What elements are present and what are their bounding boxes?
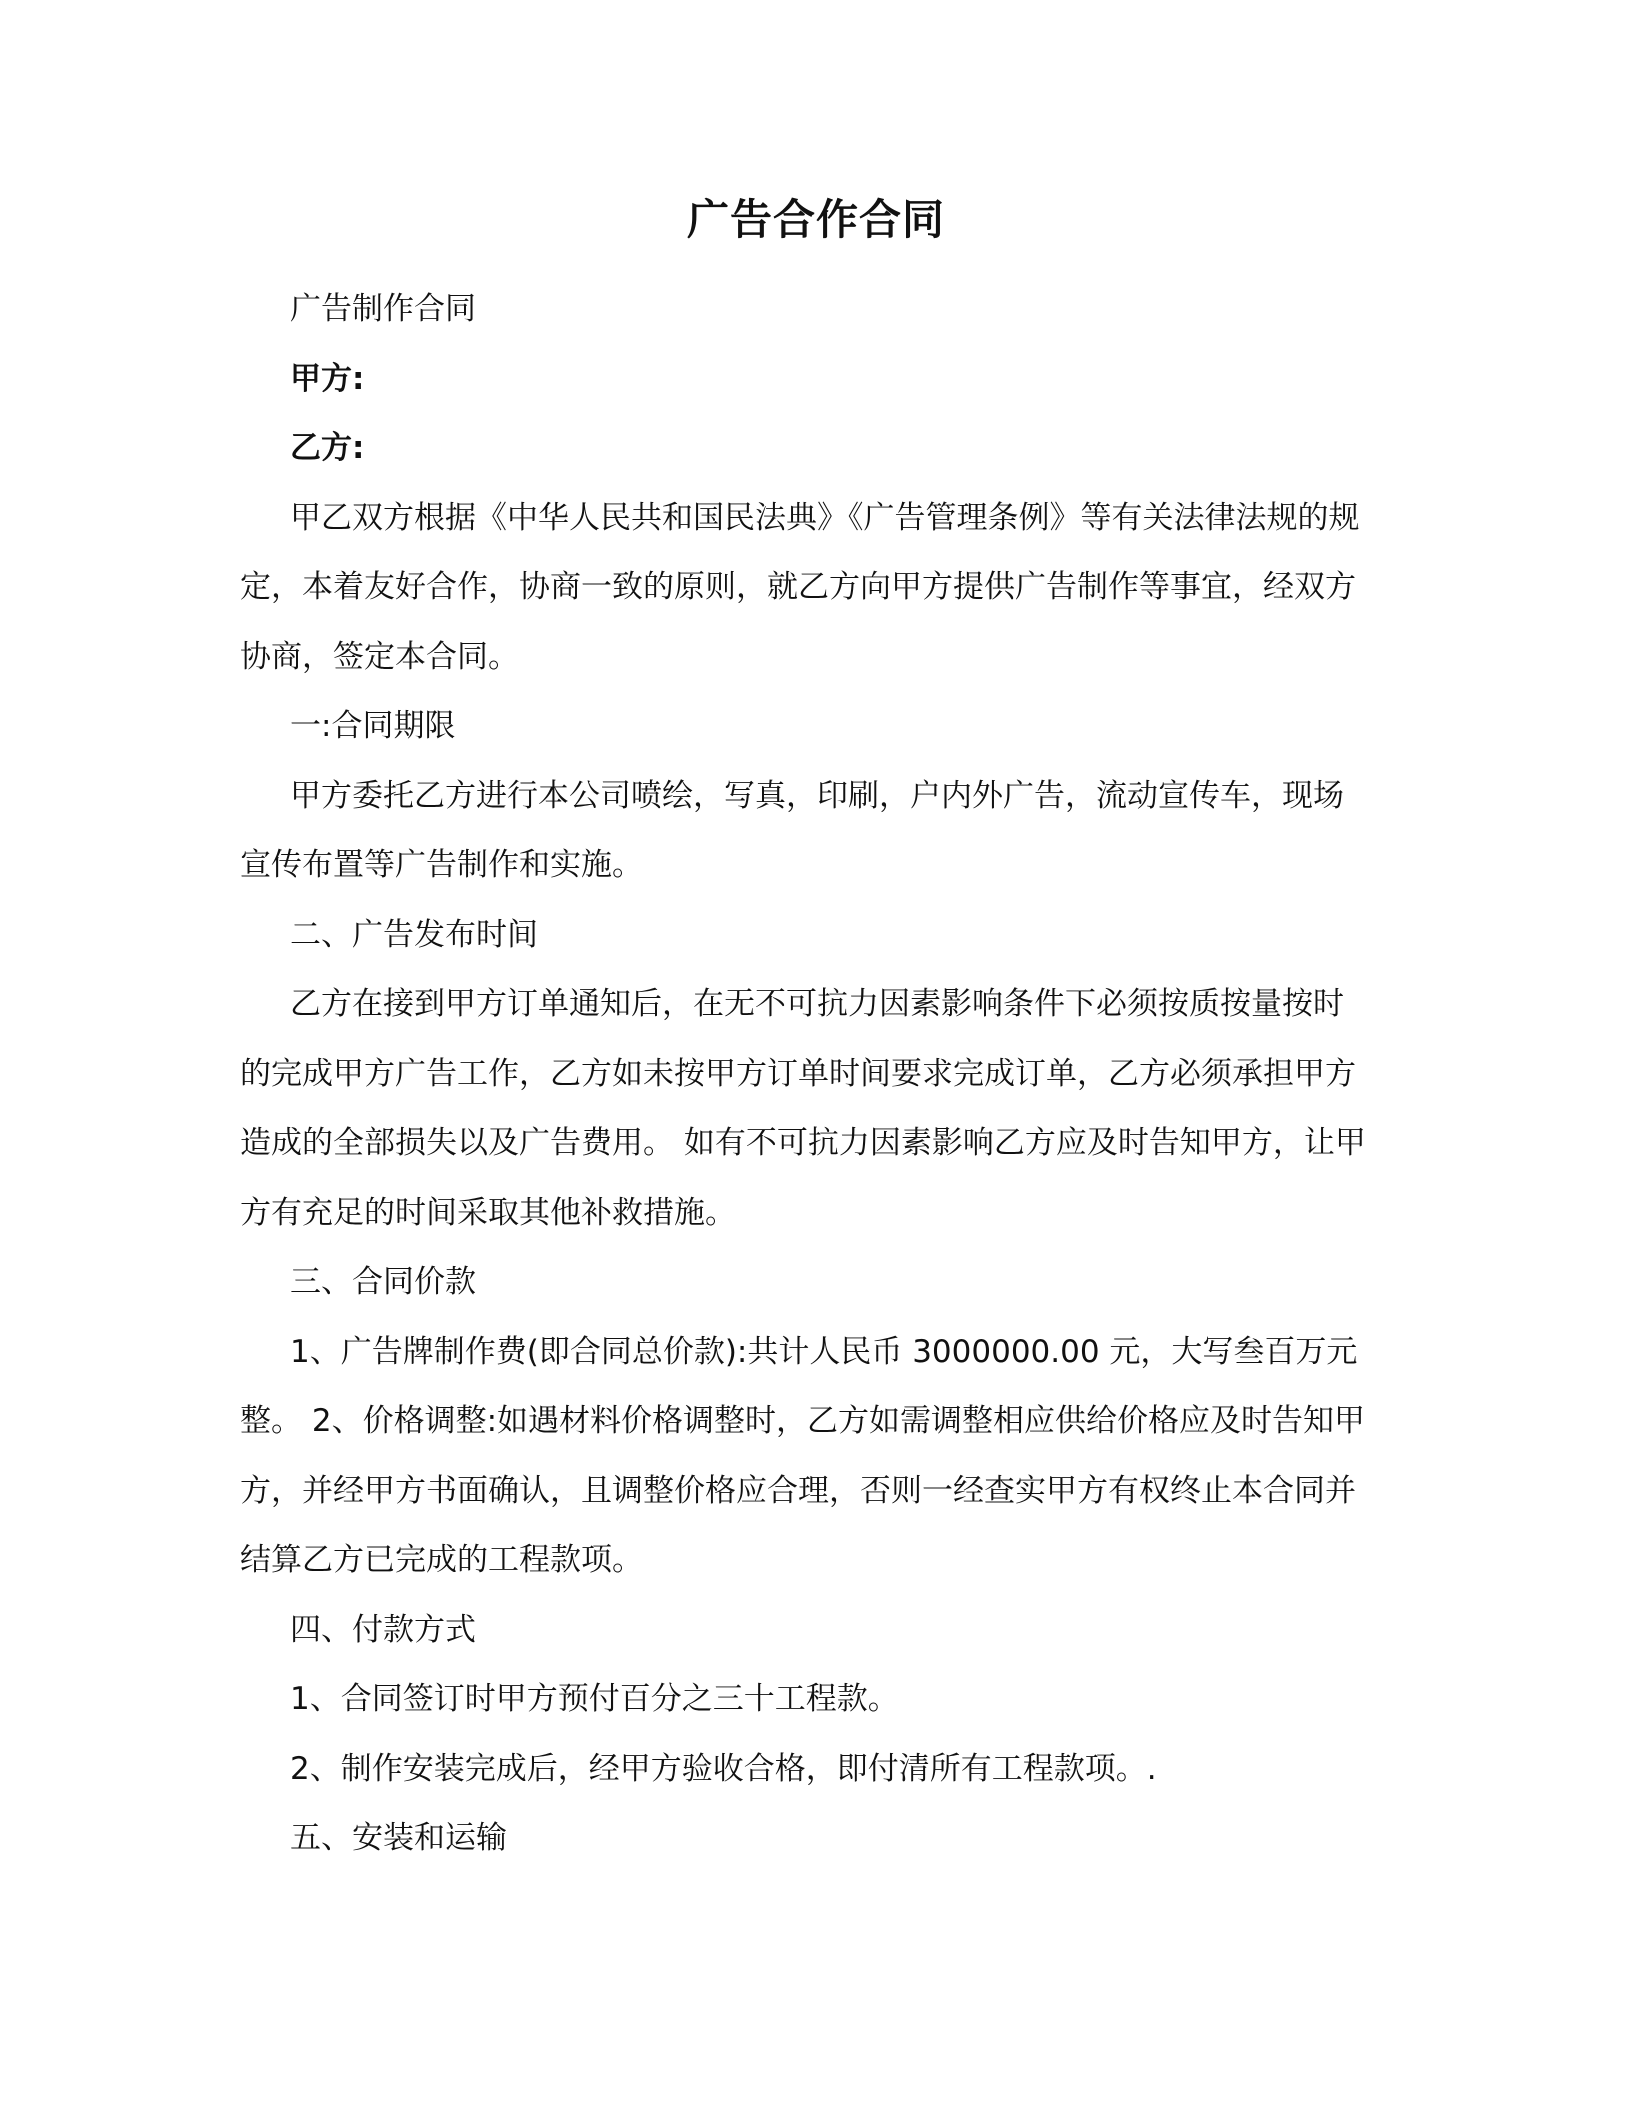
section-heading-price: 三、合同价款	[290, 1264, 476, 1300]
section-heading-schedule: 二、广告发布时间	[290, 916, 538, 953]
preamble-paragraph: 甲乙双方根据《中华人民共和国民法典》《广告管理条例》等有关法律法规的规定，本着友好合作，协商一致的原则，就乙方向甲方提供广告制作等事宜，经双方协商，签定本合同。	[240, 499, 1360, 675]
price-paragraph: 1、广告牌制作费(即合同总价款):共计人民币 3000000.00 元，大写叁百万元整。 2、价格调整:如遇材料价格调整时，乙方如需调整相应供给价格应及时告知甲方，并经甲方书面确认，且调整价格应合理，否则一经查实甲方有权终止本合同并结算乙方已完成的工程款项。	[240, 1333, 1366, 1578]
term-paragraph: 甲方委托乙方进行本公司喷绘，写真，印刷，户内外广告，流动宣传车，现场宣传布置等广告制作和实施。	[240, 777, 1344, 883]
section-heading-installation: 五、安装和运输	[290, 1820, 507, 1856]
schedule-paragraph: 乙方在接到甲方订单通知后，在无不可抗力因素影响条件下必须按质按量按时的完成甲方广告工作，乙方如未按甲方订单时间要求完成订单，乙方必须承担甲方造成的全部损失以及广告费用。 如有不可抗力因素影响乙方应及时告知甲方，让甲方有充足的时间采取其他补救措施。	[240, 986, 1366, 1231]
document-body	[240, 275, 1370, 1874]
payment-item-1: 1、合同签订时甲方预付百分之三十工程款。	[290, 1681, 899, 1717]
section-heading-payment: 四、付款方式	[290, 1611, 476, 1648]
party-b-label: 乙方:	[290, 430, 365, 466]
section-heading-term: 一:合同期限	[290, 708, 456, 744]
party-a-label: 甲方:	[290, 360, 365, 397]
contract-subtitle: 广告制作合同	[290, 291, 476, 327]
document-title: 广告合作合同	[686, 195, 945, 244]
payment-item-2: 2、制作安装完成后，经甲方验收合格，即付清所有工程款项。.	[290, 1750, 1157, 1787]
